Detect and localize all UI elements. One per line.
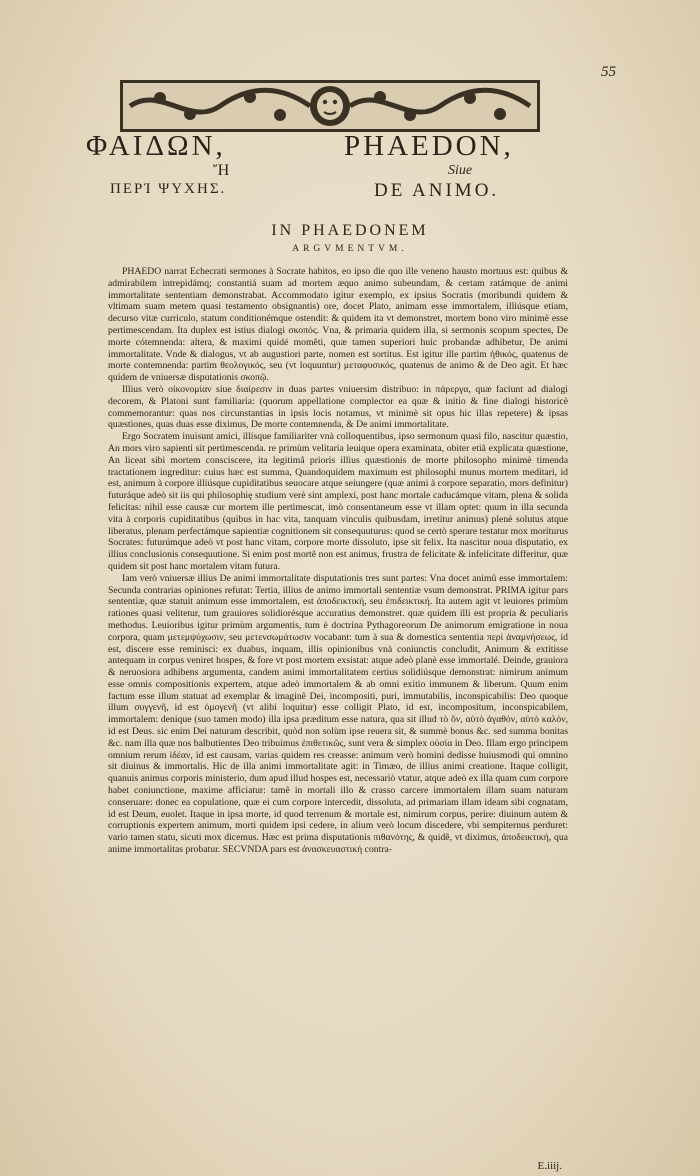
greek-subtitle: ΠΕΡΊ ΨΥΧΗΣ. (110, 181, 227, 197)
latin-title: PHAEDON, (344, 130, 514, 162)
paragraph-1: PHAEDO narrat Echecrati sermones à Socrate habitos, eo ipso die quo ille veneno hausto mortuus est: quibus & admirabilem intrepidámq; constantiá suam ad mortem æquo animo subeundam, & certam ratámque de animi immortalitate sententiam demonstrabat. Accommodato igitur exemplo, ex ipsius Socratis (moribundi quidem & vltimam suam metem quasi testamento obsignantis) ore, docet Plato, animam esse immortalem, illiúsque etiam, decurso vitæ curriculo, statum conditionémque ostendit: & quidem ita vt demonstret, mortem bono viro minimè esse pertimescendam. Ita duplex est istius dialogi σκοπός. Vna, & primaria quidem illa, si sermonis scopum spectes, De morte cótemnenda: altera, & maximi quidé momẽti, quæ tamen superiori huic probandæ adhibetur, De animi immortalitate. Vnde & dialogus, vt ab augustiori parte, nomen est sortitus. Est igitur ille partim ἠθικός, quatenus de morte contemnenda: partim θεολογικός, seu (vt loquuntur) μεταφυσικός, quatenus de animo & de Deo agit. Et hæc quidem de vniuersæ disputationis σκοπῷ. (108, 266, 568, 384)
headpiece-ornament (120, 80, 540, 132)
greek-eta: Ἤ (213, 162, 230, 179)
body-text (108, 266, 568, 856)
paragraph-2: Illius verò οἰκονομίαν siue διαίρεσιν in duas partes vniuersim distribuo: in πάρεργα, quæ faciunt ad dialogi decorem, & Platoni sunt familiaria: (quorum appellatione complector ea quæ & initio & fine dialogi historicè commemorantur: quas nos circunstantias in ipsis locis notamus, vt minimè sit opus hic illas repetere) & ipsas quæstiones, quas duas esse diximus, De morte contemnenda, & De animi immortalitate. (108, 383, 568, 431)
greek-title: ΦΑΙΔΩΝ, (86, 130, 226, 162)
section-subheading: ARGVMENTVM. (292, 244, 408, 254)
paragraph-4: Iam verò vniuersæ illius De animi immortalitate disputationis tres sunt partes: Vna docet animũ esse immortalem: Secunda contrarias opiniones refutat: Tertia, illius de animo immortali sententiæ vsum demonstrat. PRIMA igitur pars sententiæ, quæ statuit animum esse immortalem, est ἀποδεικτική, seu ἐπιδεικτική. Ita autem agit vt leuiores primùm rationes quasi velitetur, tum grauiores solidiorésque accuratius demonstret. quæ quidem illi est propria & peculiaris methodus. Leuioribus igitur primùm argumentis, tum è doctrina Pythagoreorum De animorum emigratione in noua corpora, quam μετεμψύχωσιν, seu μετενσωμάτωσιν vocabant: tum à sua & domestica sententia περὶ ἀναμνήσεως, id est, discere esse reminisci: ex duabus, inquam, illis opinionibus vnà coniunctis concludit, Animum & extitisse antequam in corpus veniret hospes, & fore vt post mortem exsistat: atque adeò planè esse immortalé. Deinde, grauiora & neruosiora adhibens argumenta, candem animi immortalitatem certius solidiúsque demonstrat: nimirum animum esse omnis compositionis expertem, atque adeò immortalem & ab omni exitio immunem & liberum. Quum enim factum esse illum statuat ad exemplar & imaginẽ Dei, incompositi, puri, immutabilis, inconspicabilis: Deo quoque illum συγγενῆ, id est ὁμογενῆ (vt alibi loquitur) esse colligit Plato, id est, incompositum, inconspicabilem, immortalem: denique (suo tamen modo) illa ipsa præditum esse natura, qua sit illud τὸ ὄν, αὐτὸ ἀγαθόν, αὐτὸ καλόν, id est Deus. sic enim Dei naturam describit, quòd non solùm ipse reuera sit, & summè bonus &c. sed summa bonitas &c. nam illa quæ nos balbutientes Deo tribuimus ἐπιθετικῶς, sunt vera & simplex οὐσία in Deo. Illam ergo principem omnium rerum ἰδέαν, id est causam, varias quidem res creasse: animum verò homini dedisse huiusmodi qui omnino sit diuinus & immortalis. Hic de illa animi immortalitate agit: in Timæo, de illius animi creatione. Itaque colligit, quanuis animus corporis ministerio, dum apud illud hospes est, necessariò vtatur, atque adeò ex illa quam cum corpore habet coniunctione, maxime afficiatur: tamẽ in mortali illo & crasso carcere immortalem illam suam naturam conseruare: donec ea copulatione, quæ ei cum corpore intercedit, dissoluta, ad primariam illam ideam sibi cognatam, id est Deum, euolet. Itaque in ipsa morte, id quod terrenum & mortale est, nimirum corpus, perire: diuinum autem & corruptionis expertem animum, morti quidem ipsi cedere, in alium verò locum discedere, vbi sempiternus perduret: vario tamen statu, sicuti mox dicemus. Hæc est prima disputationis πιθανότης, & quidẽ, vt diximus, ἀποδεικτική, qua anime immortalitas probatur. SECVNDA pars est ἀνασκευαστική contra- (108, 572, 568, 856)
paragraph-3: Ergo Socratem inuisunt amici, illísque familiariter vnà colloquentibus, ipso sermonum quasi filo, nascitur quæstio, An mors viro sapienti sit pertimescenda. re primùm velitaria leuique opera examinata, obiter etiã explicata quæstione, An liceat sibi mortem consciscere, ita legitimâ prioris illius quæstionis de morte philosopho minimè timenda tractationem ingreditur: cuius hæc est summa, Quandoquidem maximum est philosophi munus mortem meditari, id est, animum à corpore illiúsque cupiditatibus seuocare atque seiungere (quæ animi à corpore separatio, mors definitur) futuráque adeò sit iis qui philosophię studium verè sint amplexi, post hanc mortale caducámque vitam, plena & solida felicitas: nihil esse causæ cur mortem ille pertimescat, imò consentaneum esse vt illam optet: quum in illa secunda vita à corporis cupiditatibus (quibus in hac vita, tanquam vinculis quibusdam, irretitur animus) plenè solutus atque liberatus, plenam perfectámque sapientiæ cognitionem sit consequuturus: quod se certò sperare testatur mox moriturus Socrates: futurúmque adeò vt post hanc vitam, corpore morte dissoluto, ipse sit felix. Ita nascitur noua disputatio, ex illius conclusionis consequutione. Si enim post mortẽ non est animus, frustra de felicitate & infelicitate differitur, quæ quidem sit post hanc mortalem vitam futura. (108, 431, 568, 572)
latin-subtitle: DE ANIMO. (374, 180, 500, 201)
section-heading: IN PHAEDONEM (271, 222, 429, 239)
signature-mark: E.iiij. (537, 1160, 562, 1172)
page-number: 55 (601, 64, 616, 80)
latin-siue: Siue (448, 163, 473, 178)
